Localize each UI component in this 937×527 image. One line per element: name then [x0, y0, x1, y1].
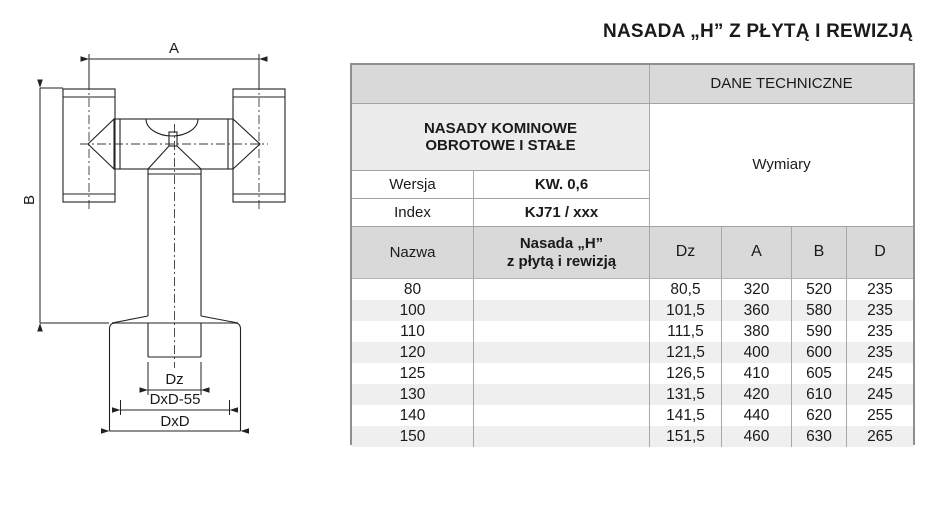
row-80-b: 520 [792, 279, 847, 300]
wymiary-cell: Wymiary [650, 104, 913, 227]
row-130-dz: 131,5 [650, 384, 722, 405]
row-110-spacer [474, 321, 650, 342]
col-header-b: B [792, 227, 847, 279]
section-header: DANE TECHNICZNE [650, 65, 913, 104]
row-120-dz: 121,5 [650, 342, 722, 363]
row-140-d: 255 [867, 406, 893, 424]
dim-dxd55-label: DxD-55 [149, 391, 201, 408]
row-110-dz: 111,5 [650, 321, 722, 342]
row-120-a: 400 [722, 342, 792, 363]
product-group-line2: OBROTOWE I STAŁE [425, 137, 576, 154]
row-150-dz: 151,5 [650, 426, 722, 447]
row-130-nazwa: 130 [352, 384, 474, 405]
row-100-nazwa: 100 [352, 300, 474, 321]
dimension-dxd [110, 413, 241, 431]
row-125-d: 245 [867, 364, 893, 382]
row-140-b: 620 [792, 405, 847, 426]
row-150-nazwa: 150 [352, 426, 474, 447]
dim-dz-label: Dz [165, 371, 184, 388]
row-120-b: 600 [792, 342, 847, 363]
row-150-d: 265 [847, 426, 913, 447]
row-125-b: 605 [792, 363, 847, 384]
row-150-spacer [474, 426, 650, 447]
row-100-a: 360 [722, 300, 792, 321]
row-120-spacer [474, 342, 650, 363]
col-header-a: A [722, 227, 792, 279]
wersja-value: KW. 0,6 [474, 171, 650, 199]
dimension-b [21, 88, 109, 323]
row-120-nazwa: 120 [352, 342, 474, 363]
row-125-a: 410 [722, 363, 792, 384]
row-125-dz: 126,5 [650, 363, 722, 384]
col-header-dz: Dz [650, 227, 722, 279]
row-150-a: 460 [722, 426, 792, 447]
wersja-label: Wersja [352, 171, 474, 199]
col-header-d: D [847, 227, 913, 279]
row-130-d: 245 [847, 384, 913, 405]
row-140-spacer [474, 405, 650, 426]
row-110-b: 590 [792, 321, 847, 342]
product-group [352, 104, 650, 171]
down-pipe [148, 169, 201, 316]
row-140-nazwa: 140 [352, 405, 474, 426]
row-100-dz: 101,5 [650, 300, 722, 321]
row-125-nazwa: 125 [352, 363, 474, 384]
dim-dxd-label: DxD [160, 413, 190, 430]
dimension-dxd55 [121, 391, 230, 415]
row-150-b: 630 [792, 426, 847, 447]
product-name-line2: z płytą i rewizją [506, 252, 617, 270]
row-130-spacer [474, 384, 650, 405]
table-rows [352, 279, 913, 447]
row-100-b: 580 [792, 300, 847, 321]
row-120-d: 235 [847, 342, 913, 363]
index-value: KJ71 / xxx [474, 199, 650, 227]
index-label: Index [352, 199, 474, 227]
row-130-a: 420 [722, 384, 792, 405]
table-corner-cell [352, 65, 650, 104]
dimension-a [89, 40, 259, 88]
row-140-a: 440 [722, 405, 792, 426]
row-100-d: 235 [847, 300, 913, 321]
row-125-spacer [474, 363, 650, 384]
product-name-header [474, 227, 650, 279]
page-title: NASADA „H” Z PŁYTĄ I REWIZJĄ [603, 21, 913, 42]
row-80-spacer [474, 279, 650, 300]
spec-table-head [352, 65, 913, 279]
product-name-line1: Nasada „H” [519, 235, 604, 253]
row-140-dz: 141,5 [650, 405, 722, 426]
technical-drawing [0, 0, 350, 527]
dim-a-label: A [168, 40, 180, 57]
row-110-nazwa: 110 [352, 321, 474, 342]
centerlines [80, 64, 268, 368]
row-80-d: 235 [867, 280, 893, 298]
row-80-dz: 80,5 [650, 279, 722, 300]
spec-table [350, 63, 915, 445]
row-100-spacer [474, 300, 650, 321]
row-110-d: 235 [867, 322, 893, 340]
dim-b-label: B [21, 194, 38, 206]
row-80-nazwa: 80 [352, 279, 474, 300]
row-130-b: 610 [792, 384, 847, 405]
row-110-a: 380 [722, 321, 792, 342]
product-group-line1: NASADY KOMINOWE [423, 119, 578, 137]
row-80-a: 320 [722, 279, 792, 300]
nazwa-header: Nazwa [352, 227, 474, 279]
